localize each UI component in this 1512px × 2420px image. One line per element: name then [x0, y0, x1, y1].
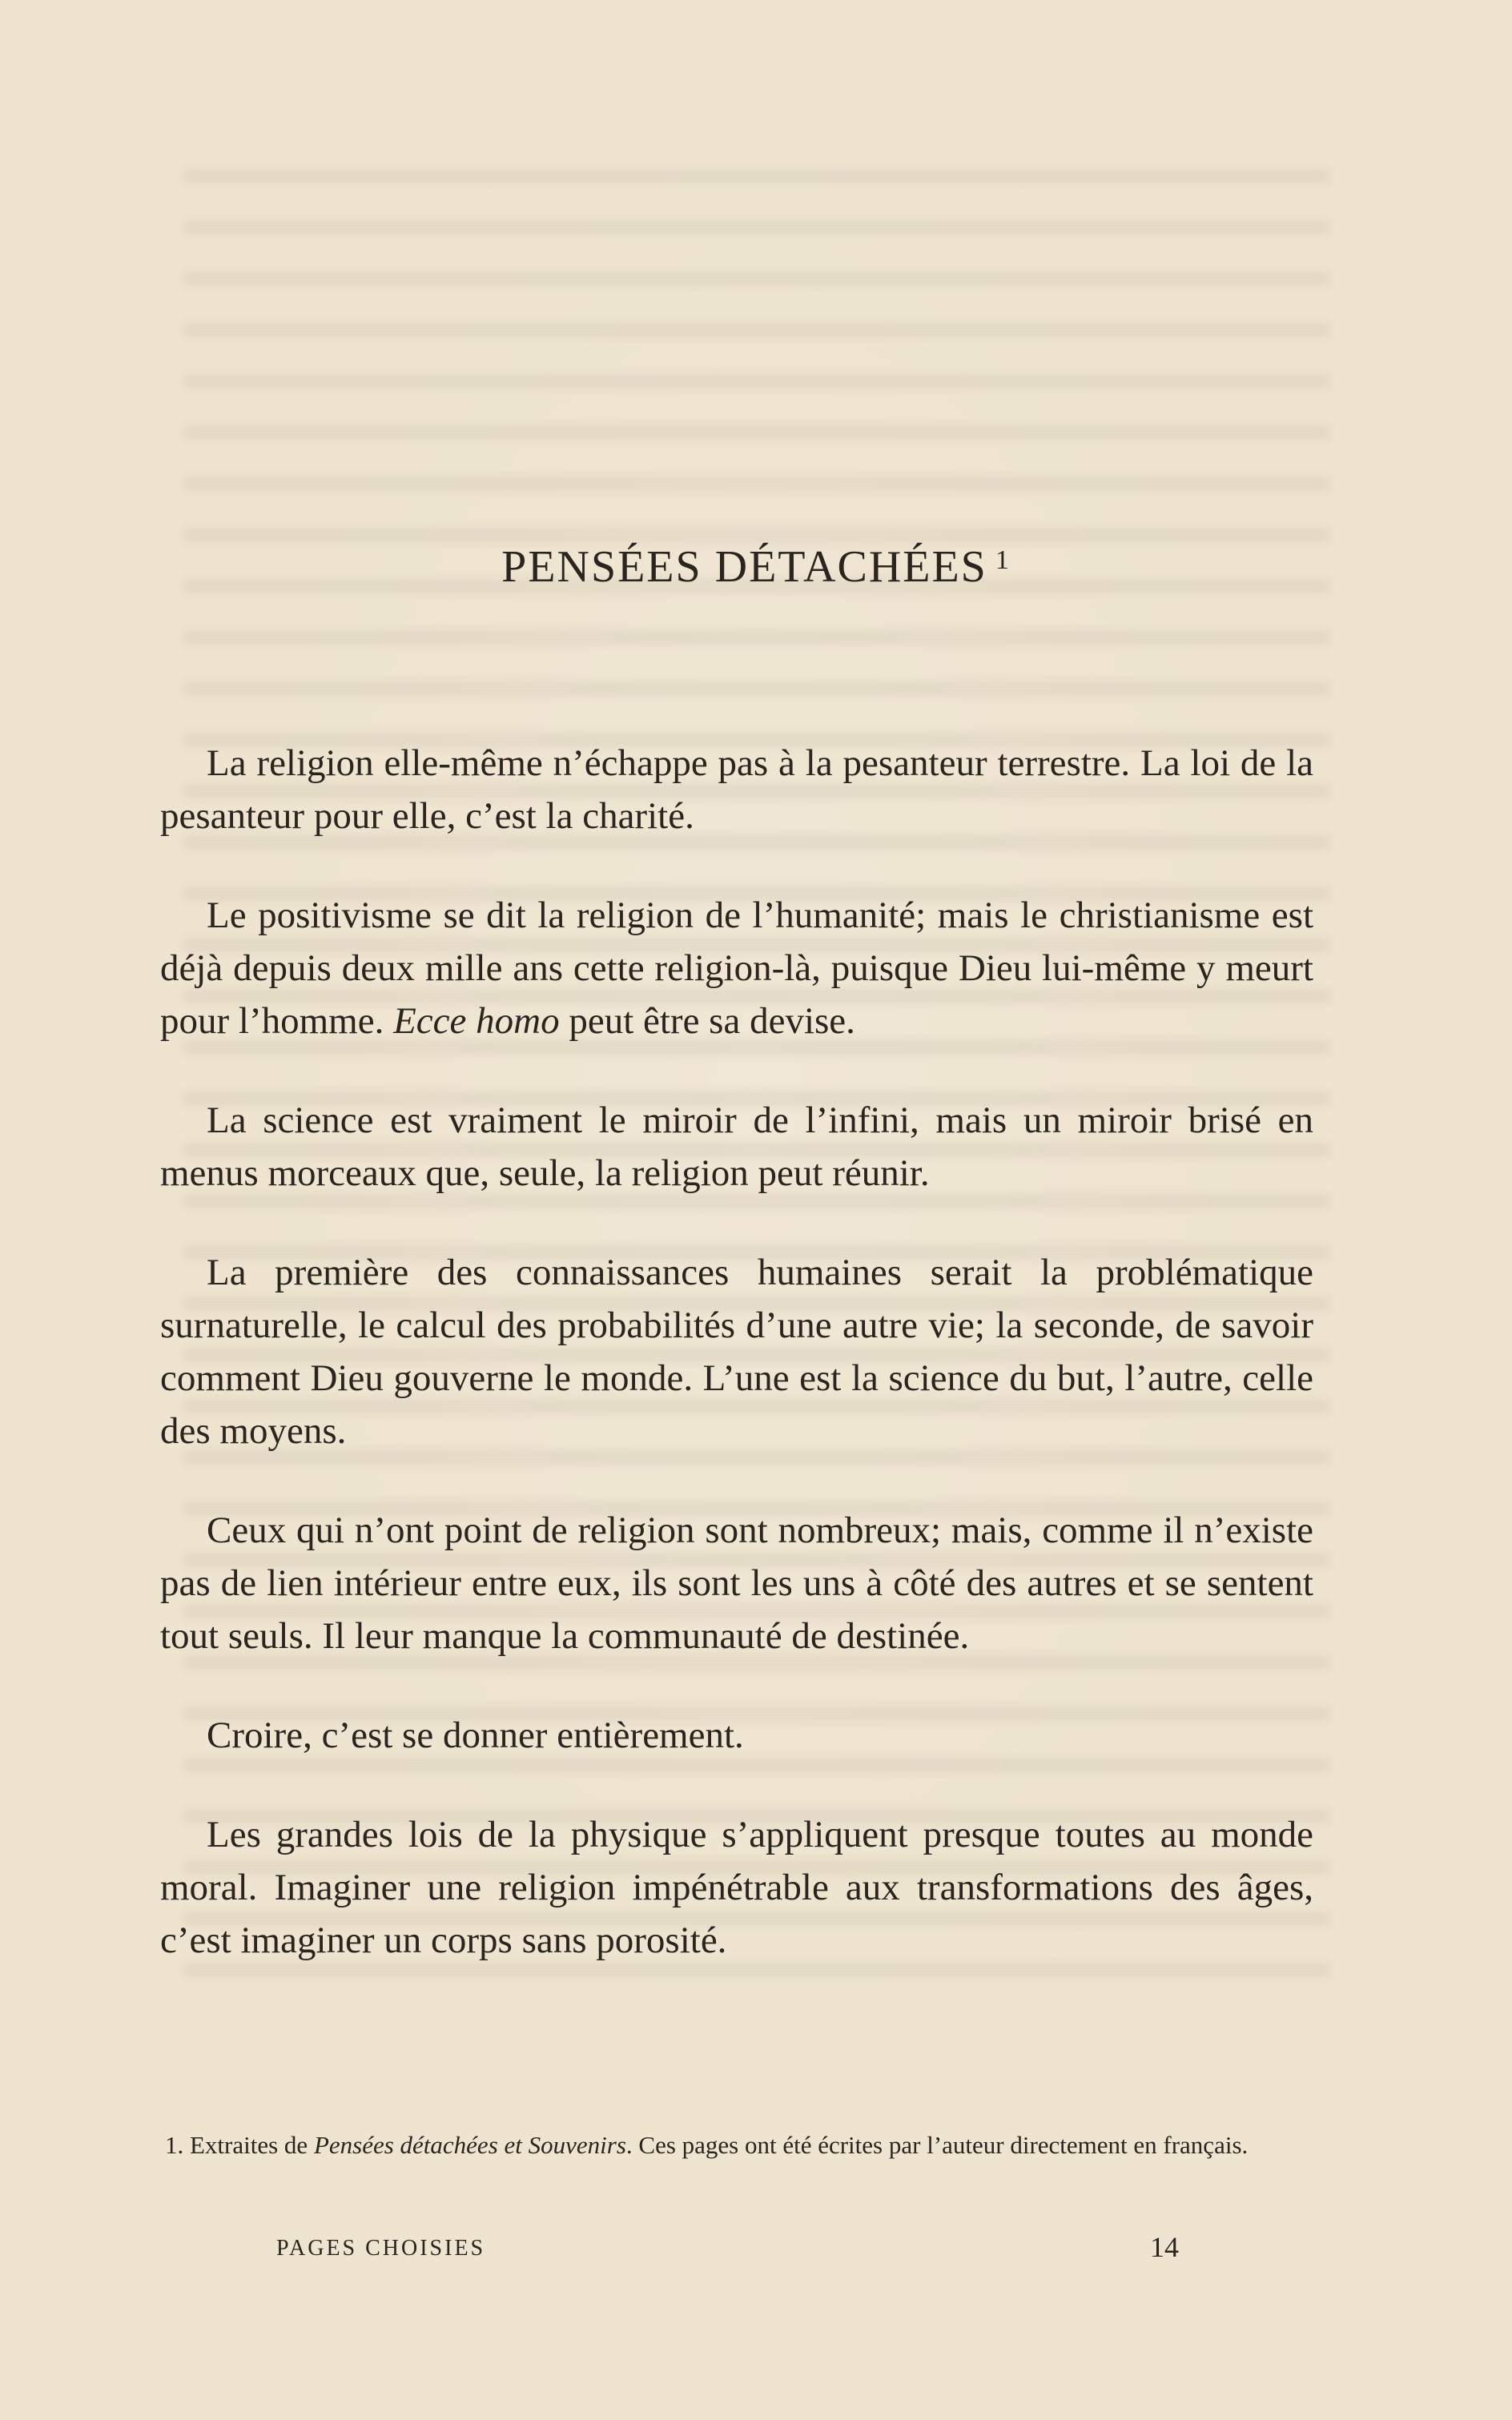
paragraph-5: [160, 1504, 1313, 1662]
paragraph-1: [160, 737, 1313, 842]
paragraph-4: [160, 1246, 1313, 1457]
chapter-title-text: PENSÉES DÉTACHÉES: [501, 542, 987, 592]
footnote-mark: 1.: [165, 2131, 184, 2159]
paragraph-1-text: La religion elle-même n’échappe pas à la pesanteur terrestre. La loi de la pesanteur pour elle, c’est la charité.: [160, 742, 1313, 837]
paragraph-5-text: Ceux qui n’ont point de religion sont nombreux; mais, comme il n’existe pas de lien intérieur entre eux, ils sont les uns à côté des autres et se sentent tout seuls. Il leur manque la communauté de destinée.: [160, 1509, 1313, 1657]
page-number: 14: [1150, 2231, 1179, 2263]
footnote-text: Extraites de: [183, 2131, 314, 2159]
paragraph-6-text: Croire, c’est se donner entièrement.: [207, 1715, 744, 1756]
footnote-reference: 1: [995, 545, 1011, 575]
paragraph-6: [160, 1709, 1313, 1762]
paragraph-2-text: Le positivisme se dit la religion de l’humanité; mais le christianisme est déjà depuis deux mille ans cette religion-là, puisque Dieu lui-même y meurt pour l’homme.: [160, 894, 1313, 1042]
footnote: [143, 2129, 1291, 2162]
chapter-title: [0, 541, 1512, 593]
paragraph-7-text: Les grandes lois de la physique s’appliquent presque toutes au monde moral. Imaginer une religion impénétrable aux transformations des âges, c’est imaginer un corps sans porosité.: [160, 1814, 1313, 1961]
running-footer: PAGES CHOISIES: [276, 2236, 486, 2261]
paragraph-4-text: La première des connaissances humaines serait la problématique surnaturelle, le calcul des probabilités d’une autre vie; la seconde, de savoir comment Dieu gouverne le monde. L’une est la science du but, l’autre, celle des moyens.: [160, 1252, 1313, 1452]
paragraph-2-text-end: peut être sa devise.: [559, 1000, 855, 1042]
paragraph-2: [160, 889, 1313, 1047]
paragraph-2-emphasis: Ecce homo: [393, 1000, 560, 1042]
paragraph-3-text: La science est vraiment le miroir de l’infini, mais un miroir brisé en menus morceaux que, seule, la religion peut réunir.: [160, 1099, 1313, 1194]
body-text: [160, 737, 1313, 2013]
paragraph-7: [160, 1808, 1313, 1967]
paragraph-3: [160, 1094, 1313, 1200]
footnote-emphasis: Pensées détachées et Souvenirs: [313, 2131, 626, 2159]
footnote-text-end: . Ces pages ont été écrites par l’auteur directement en français.: [625, 2131, 1249, 2159]
